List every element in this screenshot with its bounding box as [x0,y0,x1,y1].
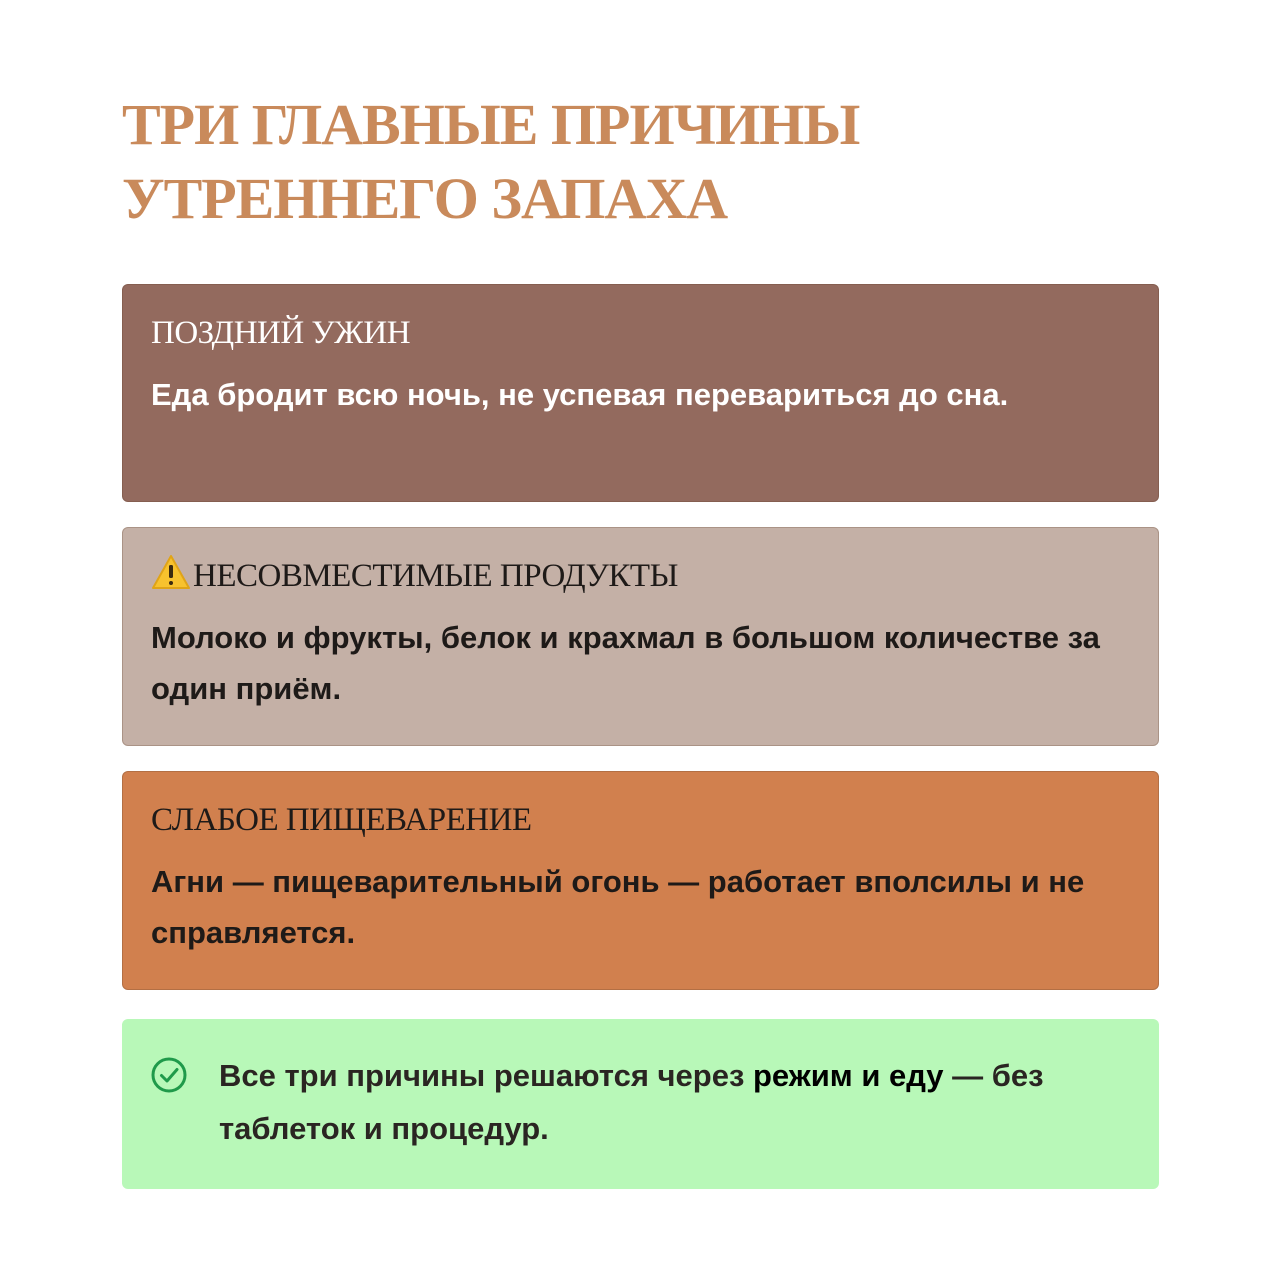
warning-icon [151,554,191,590]
note-text-before: Все три причины решаются через [219,1058,753,1093]
card-text: Молоко и фрукты, белок и крахмал в большом количестве за один приём. [151,620,1100,706]
cause-card-late-dinner [122,284,1159,502]
card-text: Еда бродит всю ночь, не успевая перевариться до сна. [151,377,1009,412]
solution-note [122,1019,1159,1189]
page-title: ТРИ ГЛАВНЫЕ ПРИЧИНЫ УТРЕННЕГО ЗАПАХА [122,92,860,231]
check-circle-icon [150,1056,188,1094]
note-text-after: — без таблеток и процедур. [219,1058,1044,1146]
note-text [219,1049,1119,1155]
card-heading: СЛАБОЕ ПИЩЕВАРЕНИЕ [151,802,532,838]
card-heading: ПОЗДНИЙ УЖИН [151,315,411,351]
card-heading-row [151,552,1130,600]
cause-card-weak-digestion [122,771,1159,990]
card-text: Агни — пищеварительный огонь — работает вполсилы и не справляется. [151,864,1085,950]
cause-card-incompatible-foods [122,527,1159,746]
note-text-bold: режим и еду [752,1058,944,1093]
card-heading: НЕСОВМЕСТИМЫЕ ПРОДУКТЫ [193,558,678,594]
